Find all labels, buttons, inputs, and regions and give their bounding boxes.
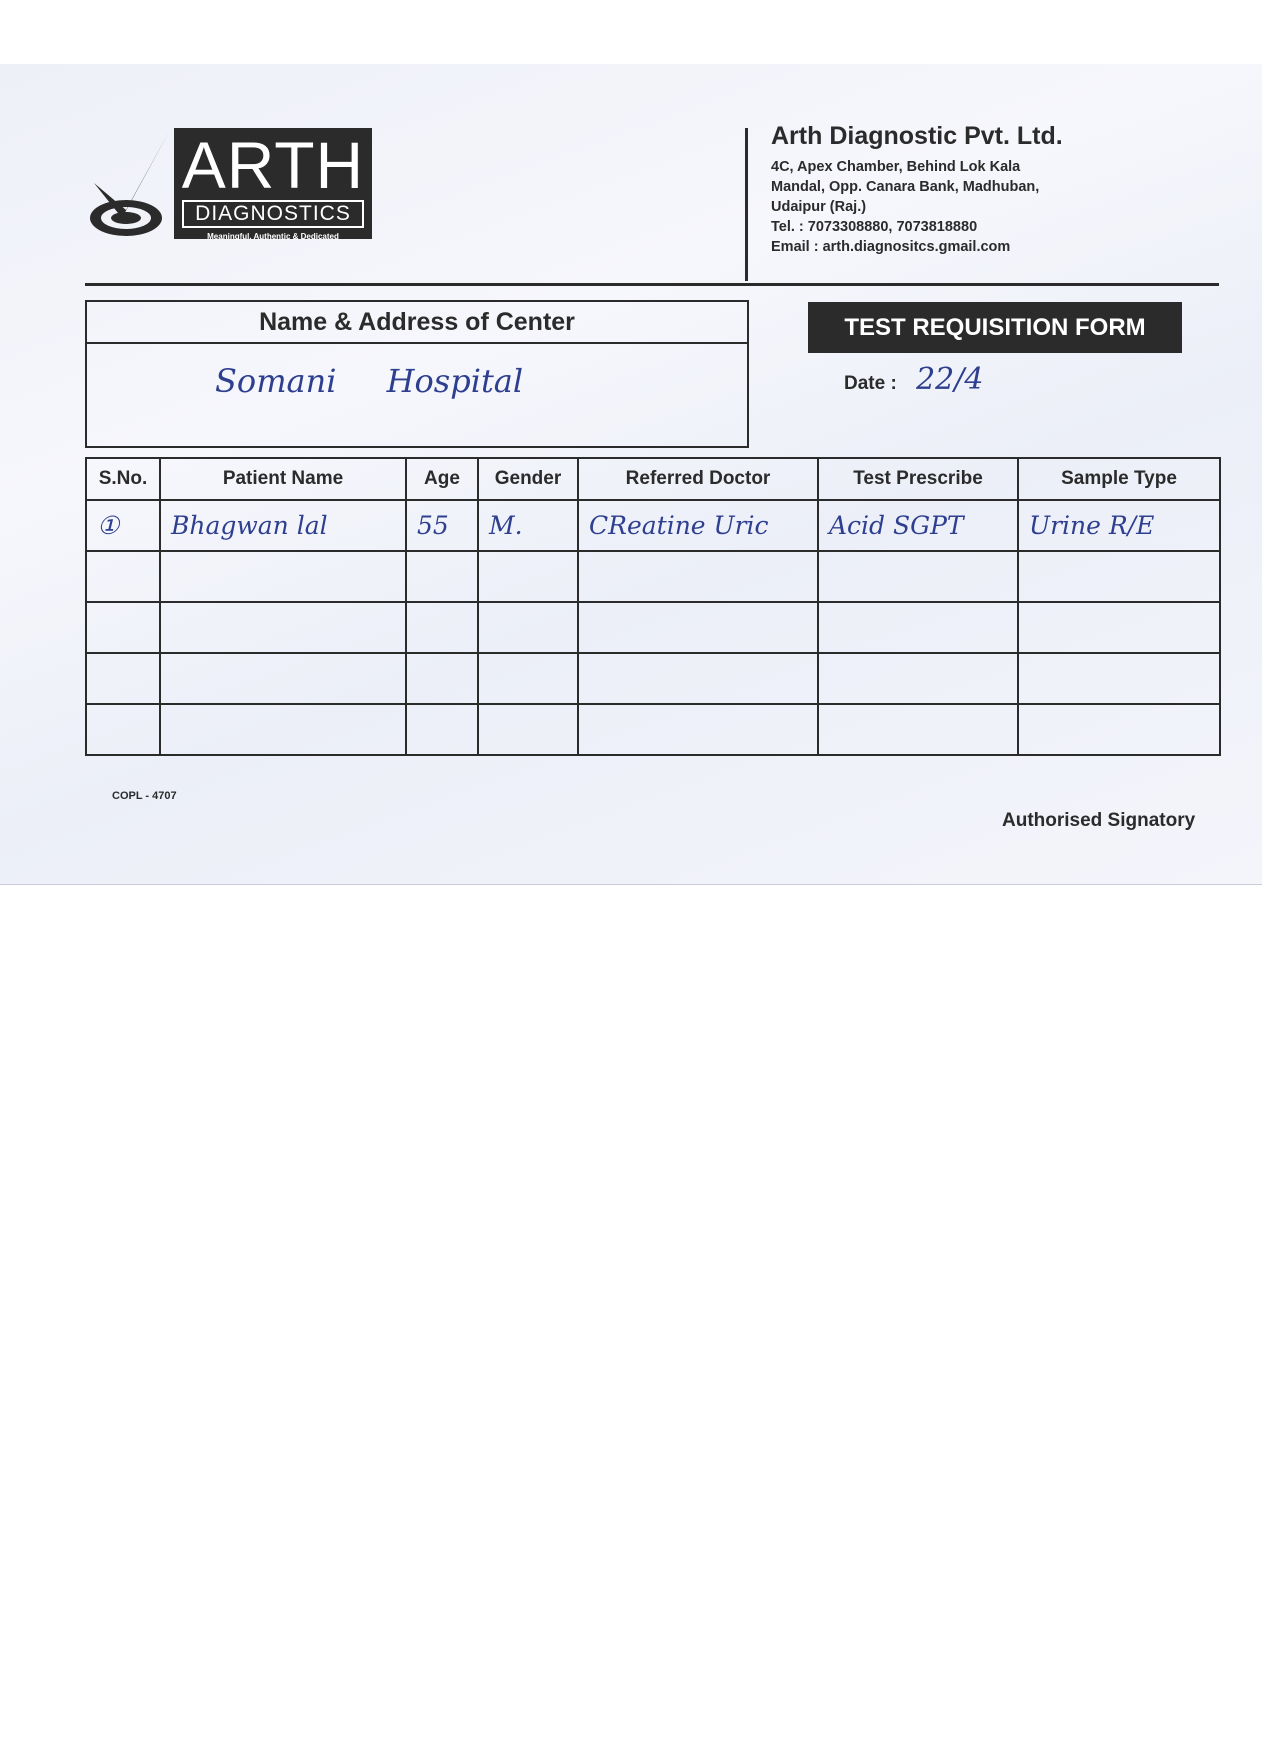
center-value: Somani Hospital: [215, 362, 524, 400]
center-label: Name & Address of Center: [87, 302, 747, 344]
table-row: [86, 551, 1220, 602]
table-cell: Acid SGPT: [818, 500, 1018, 551]
table-cell: [478, 551, 578, 602]
company-name: Arth Diagnostic Pvt. Ltd.: [771, 122, 1063, 150]
table-row: [86, 602, 1220, 653]
table-cell: [478, 653, 578, 704]
table-cell: [818, 704, 1018, 755]
table-cell: [478, 704, 578, 755]
center-box: [85, 300, 749, 448]
table-cell: [478, 602, 578, 653]
address-line: Udaipur (Raj.): [771, 199, 867, 215]
form-title: TEST REQUISITION FORM: [808, 302, 1182, 353]
table-cell: [1018, 653, 1220, 704]
address-line: 4C, Apex Chamber, Behind Lok Kala: [771, 159, 1021, 175]
column-header: Test Prescribe: [818, 458, 1018, 500]
table-cell: [160, 653, 406, 704]
logo-subtitle: DIAGNOSTICS: [182, 200, 364, 228]
email-line: Email : arth.diagnositcs.gmail.com: [771, 239, 1011, 255]
table-cell: [406, 704, 478, 755]
column-header: Age: [406, 458, 478, 500]
table-cell: [160, 704, 406, 755]
column-header: Sample Type: [1018, 458, 1220, 500]
phone-line: Tel. : 7073308880, 7073818880: [771, 219, 978, 235]
logo-tagline: Meaningful, Authentic & Dedicated: [207, 232, 339, 241]
table-cell: ①: [86, 500, 160, 551]
table-row: [86, 704, 1220, 755]
date-label: Date :: [844, 373, 897, 394]
table-cell: [406, 551, 478, 602]
address-line: Mandal, Opp. Canara Bank, Madhuban,: [771, 179, 1040, 195]
table-cell: [578, 653, 818, 704]
date-field: [844, 362, 983, 397]
table-cell: [578, 551, 818, 602]
company-info: [771, 122, 1191, 257]
table-cell: [1018, 551, 1220, 602]
table-row: [86, 653, 1220, 704]
table-row: [86, 500, 1220, 551]
header-divider: [745, 128, 748, 281]
table-cell: [86, 704, 160, 755]
table-cell: [578, 602, 818, 653]
authorised-signatory: Authorised Signatory: [1002, 810, 1196, 831]
table-cell: [1018, 704, 1220, 755]
table-cell: [818, 551, 1018, 602]
table-cell: Bhagwan lal: [160, 500, 406, 551]
column-header: S.No.: [86, 458, 160, 500]
table-cell: [160, 602, 406, 653]
table-cell: [160, 551, 406, 602]
column-header: Gender: [478, 458, 578, 500]
table-cell: [86, 602, 160, 653]
table-cell: 55: [406, 500, 478, 551]
table-cell: [406, 602, 478, 653]
logo-title: ARTH: [181, 128, 365, 202]
table-cell: [86, 653, 160, 704]
table-cell: [86, 551, 160, 602]
header-rule: [85, 283, 1219, 286]
table-cell: Urine R/E: [1018, 500, 1220, 551]
form-code: COPL - 4707: [112, 790, 177, 802]
column-header: Patient Name: [160, 458, 406, 500]
column-header: Referred Doctor: [578, 458, 818, 500]
table-cell: [578, 704, 818, 755]
table-cell: [1018, 602, 1220, 653]
company-logo: [86, 128, 376, 240]
table-cell: [818, 653, 1018, 704]
target-check-icon: [86, 128, 176, 240]
table-header-row: [86, 458, 1220, 500]
table-cell: [406, 653, 478, 704]
logo-wordmark: [174, 128, 372, 239]
table-cell: CReatine Uric: [578, 500, 818, 551]
table-cell: M.: [478, 500, 578, 551]
date-value: 22/4: [916, 362, 984, 397]
patient-table: [85, 457, 1221, 756]
table-cell: [818, 602, 1018, 653]
